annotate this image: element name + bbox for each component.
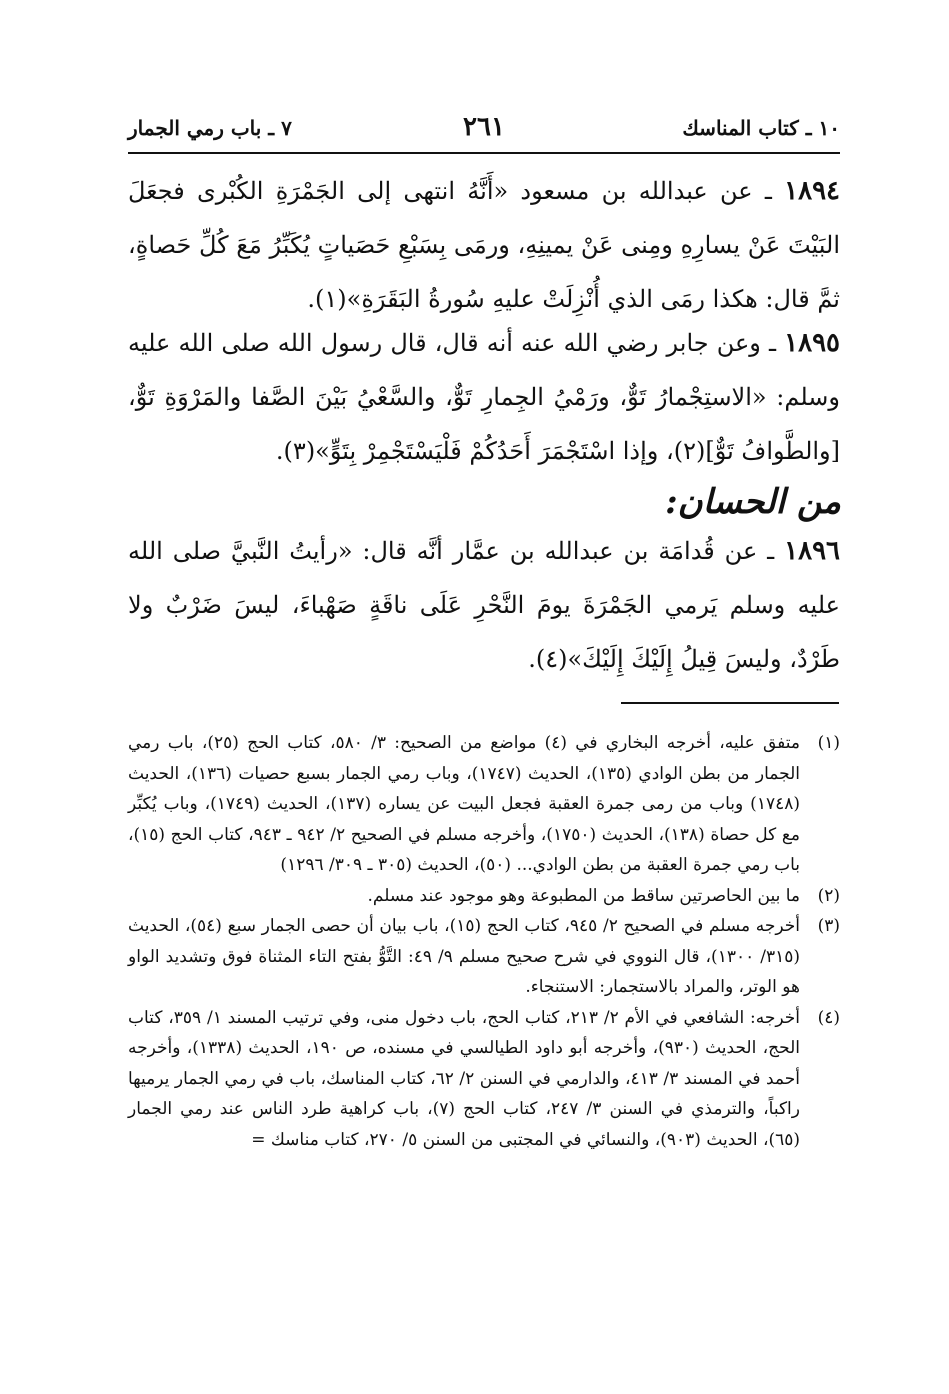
chapter-title: ١٠ ـ كتاب المناسك xyxy=(682,116,840,140)
footnote-text: أخرجه: الشافعي في الأم ٢/ ٢١٣، كتاب الحج، باب دخول منى، وفي ترتيب المسند ١/ ٣٥٩، كتاب الحج، الحديث (٩٣٠)، وأخرجه أبو داود الطيالسي في مسنده، ص ١٩٠، الحديث (١٣٣٨)، وأخرجه أحمد في المسند ٣/ ٤١٣، والدارمي في السنن ٢/ ٦٢، كتاب المناسك، باب في رمي الجمار يرميها راكباً، والترمذي في السنن ٣/ ٢٤٧، كتاب الحج (٧)، باب كراهية طرد الناس عند رمي الجمار (٦٥)، الحديث (٩٠٣)، والنسائي في المجتبى من السنن ٥/ ٢٧٠، كتاب مناسك = xyxy=(128,1007,800,1150)
footnote-2 xyxy=(128,881,840,912)
hadith-1896 xyxy=(128,524,840,686)
header-rule xyxy=(128,152,840,154)
footnote-label: (٤) xyxy=(817,1007,840,1028)
hadith-number: ١٨٩٤ xyxy=(784,176,840,206)
page-number: ٢٦١ xyxy=(463,112,505,142)
footnotes xyxy=(128,728,840,1155)
hadith-1894 xyxy=(128,164,840,326)
hadith-text: ـ وعن جابر رضي الله عنه أنه قال، قال رسول الله صلى الله عليه وسلم: «الاستِجْمارُ تَوٌّ، ورَمْيُ الجِمارِ تَوٌّ، والسَّعْيُ بَيْنَ الصَّفا والمَرْوَةِ تَوٌّ، [والطَّوافُ تَوٌّ](٢)، وإذا اسْتَجْمَرَ أَحَدُكُمْ فَلْيَسْتَجْمِرْ بِتَوٍّ»(٣). xyxy=(128,329,840,465)
hadith-text: ـ عن قُدامَة بن عبدالله بن عمَّار أنَّه قال: «رأيتُ النَّبيَّ صلى الله عليه وسلم يَرمي الجَمْرَةَ يومَ النَّحْرِ عَلَى ناقَةٍ صَهْباءَ، ليسَ ضَرْبٌ ولا طَرْدٌ، وليسَ قِيلُ إِلَيْكَ إِلَيْكَ»(٤). xyxy=(128,537,840,673)
footnote-text: ما بين الحاصرتين ساقط من المطبوعة وهو موجود عند مسلم. xyxy=(367,885,800,906)
hadith-number: ١٨٩٥ xyxy=(784,328,840,358)
footnote-label: (١) xyxy=(817,733,840,753)
footnote-1 xyxy=(128,728,840,881)
hadith-number: ١٨٩٦ xyxy=(784,536,840,566)
footnote-text: متفق عليه، أخرجه البخاري في (٤) مواضع من الصحيح: ٣/ ٥٨٠، كتاب الحج (٢٥)، باب رمي الجمار من بطن الوادي (١٣٥)، الحديث (١٧٤٧)، وباب رمي الجمار بسبع حصيات (١٣٦)، الحديث (١٧٤٨) وباب من رمى جمرة العقبة فجعل البيت عن يساره (١٣٧)، الحديث (١٧٤٩)، وباب يُكبِّر مع كل حصاة (١٣٨)، الحديث (١٧٥٠)، وأخرجه مسلم في الصحيح ٢/ ٩٤٢ ـ ٩٤٣، كتاب الحج (١٥)، باب رمي جمرة العقبة من بطن الوادي... (٥٠)، الحديث (٣٠٥ ـ ٣٠٩/ ١٢٩٦) xyxy=(128,733,800,875)
hadith-text: ـ عن عبدالله بن مسعود «أَنَّهُ انتهى إلى الجَمْرَةِ الكُبْرى فجعَلَ البَيْتَ عَنْ يسارِهِ ومِنى عَنْ يمينِهِ، ورمَى بِسَبْعِ حَصَياتٍ يُكَبِّرُ مَعَ كُلِّ حَصاةٍ، ثمَّ قال: هكذا رمَى الذي أُنْزِلَتْ عليهِ سُورةُ البَقَرَةِ»(١). xyxy=(128,177,840,313)
footnote-label: (٣) xyxy=(817,916,840,936)
hasan-section-heading: من الحسان: xyxy=(665,482,841,522)
footnote-label: (٢) xyxy=(817,885,840,906)
hadith-1895 xyxy=(128,316,840,478)
section-title-header: ٧ ـ باب رمي الجمار xyxy=(128,116,292,140)
footnote-4 xyxy=(128,1003,840,1156)
footnote-3 xyxy=(128,911,840,1003)
page-header xyxy=(128,112,840,152)
footnote-text: أخرجه مسلم في الصحيح ٢/ ٩٤٥، كتاب الحج (١٥)، باب بيان أن حصى الجمار سبع (٥٤)، الحديث (٣١٥/ ١٣٠٠)، قال النووي في شرح صحيح مسلم ٩/ ٤٩: التَّوُّ بفتح التاء المثناة فوق وتشديد الواو هو الوتر، والمراد بالاستجمار: الاستنجاء. xyxy=(128,916,801,997)
footnote-separator xyxy=(621,702,839,704)
